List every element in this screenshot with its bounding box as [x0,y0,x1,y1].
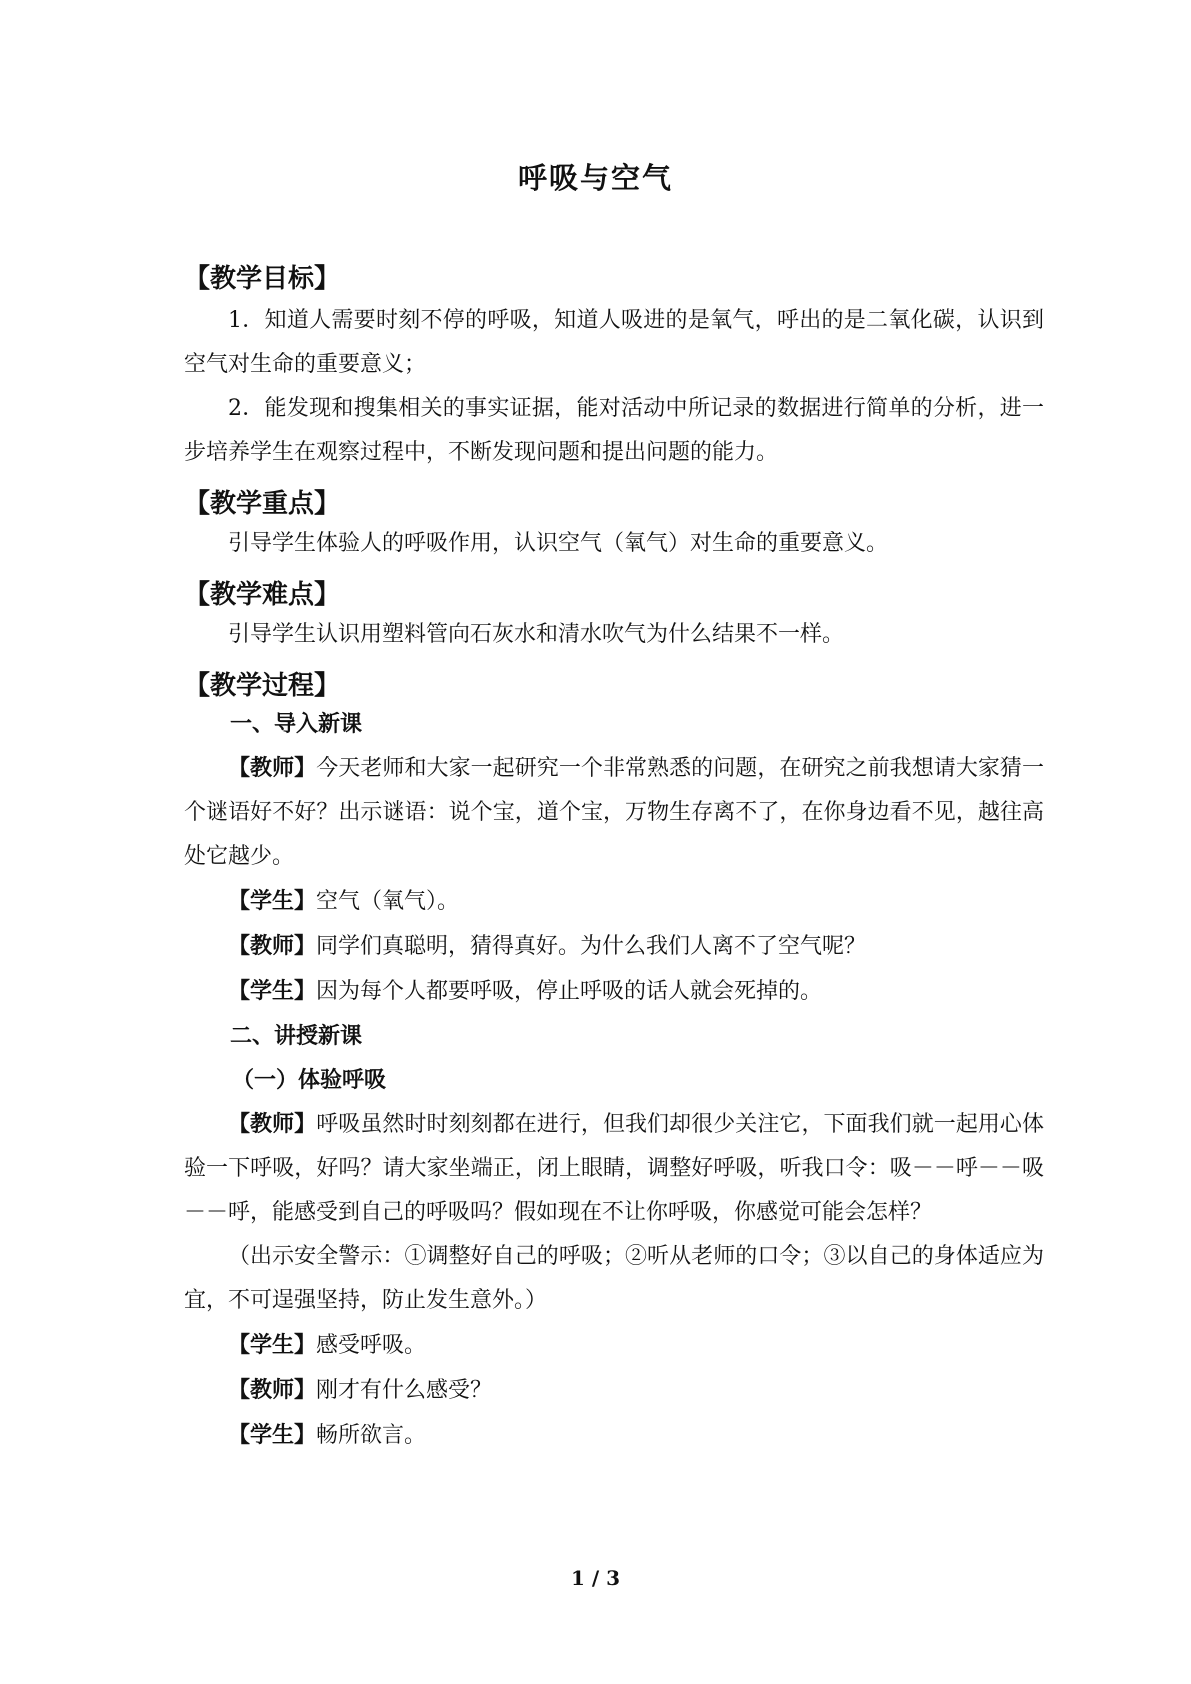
speaker-label: 【学生】 [228,888,317,914]
speaker-label: 【学生】 [228,1422,317,1448]
safety-note: （出示安全警示：①调整好自己的呼吸；②听从老师的口令；③以自己的身体适应为宜，不可逞强坚持，防止发生意外。） [184,1244,1044,1313]
dialog-text: 畅所欲言。 [316,1423,427,1448]
document-body [184,258,1044,1458]
speaker-label: 【教师】 [228,933,317,959]
speaker-label: 【教师】 [228,1377,317,1403]
speaker-label: 【教师】 [228,1111,317,1137]
difficulties-heading: 【教学难点】 [184,580,341,610]
dialog-text: 同学们真聪明，猜得真好。为什么我们人离不了空气呢？ [316,934,867,959]
dialog-line [184,879,1044,924]
dialog-text: 感受呼吸。 [316,1333,427,1358]
subsection-title: （一）体验呼吸 [232,1067,387,1093]
speaker-label: 【学生】 [228,1332,317,1358]
document-title: 呼吸与空气 [517,161,673,195]
goal-item-1: 1．知道人需要时刻不停的呼吸，知道人吸进的是氧气，呼出的是二氧化碳，认识到空气对生命的重要意义； [184,308,1044,377]
dialog-line [184,1368,1044,1413]
page-number: 1 / 3 [570,1566,621,1590]
dialog-line [184,1323,1044,1368]
key-points-heading: 【教学重点】 [184,489,341,519]
dialog-text: 空气（氧气）。 [316,889,460,914]
dialog-line [184,746,1044,879]
dialog-text: 呼吸虽然时时刻刻都在进行，但我们却很少关注它，下面我们就一起用心体验一下呼吸，好吗？请大家坐端正，闭上眼睛，调整好呼吸，听我口令：吸－－呼－－吸－－呼，能感受到自己的呼吸吗？假如现在不让你呼吸，你感觉可能会怎样？ [184,1112,1044,1225]
difficulties-text: 引导学生认识用塑料管向石灰水和清水吹气为什么结果不一样。 [228,622,845,647]
process-heading: 【教学过程】 [184,671,341,701]
dialog-text: 今天老师和大家一起研究一个非常熟悉的问题，在研究之前我想请大家猜一个谜语好不好？出示谜语：说个宝，道个宝，万物生存离不了，在你身边看不见，越往高处它越少。 [184,756,1044,869]
speaker-label: 【教师】 [228,755,317,781]
dialog-line [184,1413,1044,1458]
key-points-text: 引导学生体验人的呼吸作用，认识空气（氧气）对生命的重要意义。 [228,531,889,556]
goals-heading: 【教学目标】 [184,264,341,294]
dialog-text: 因为每个人都要呼吸，停止呼吸的话人就会死掉的。 [316,979,823,1004]
section-new-lesson-title: 二、讲授新课 [230,1023,363,1049]
goal-item-2: 2．能发现和搜集相关的事实证据，能对活动中所记录的数据进行简单的分析，进一步培养学生在观察过程中，不断发现问题和提出问题的能力。 [184,396,1044,465]
dialog-line [184,969,1044,1014]
dialog-text: 刚才有什么感受？ [316,1378,493,1403]
dialog-line [184,1102,1044,1235]
section-intro-title: 一、导入新课 [230,711,363,737]
speaker-label: 【学生】 [228,978,317,1004]
dialog-line [184,924,1044,969]
